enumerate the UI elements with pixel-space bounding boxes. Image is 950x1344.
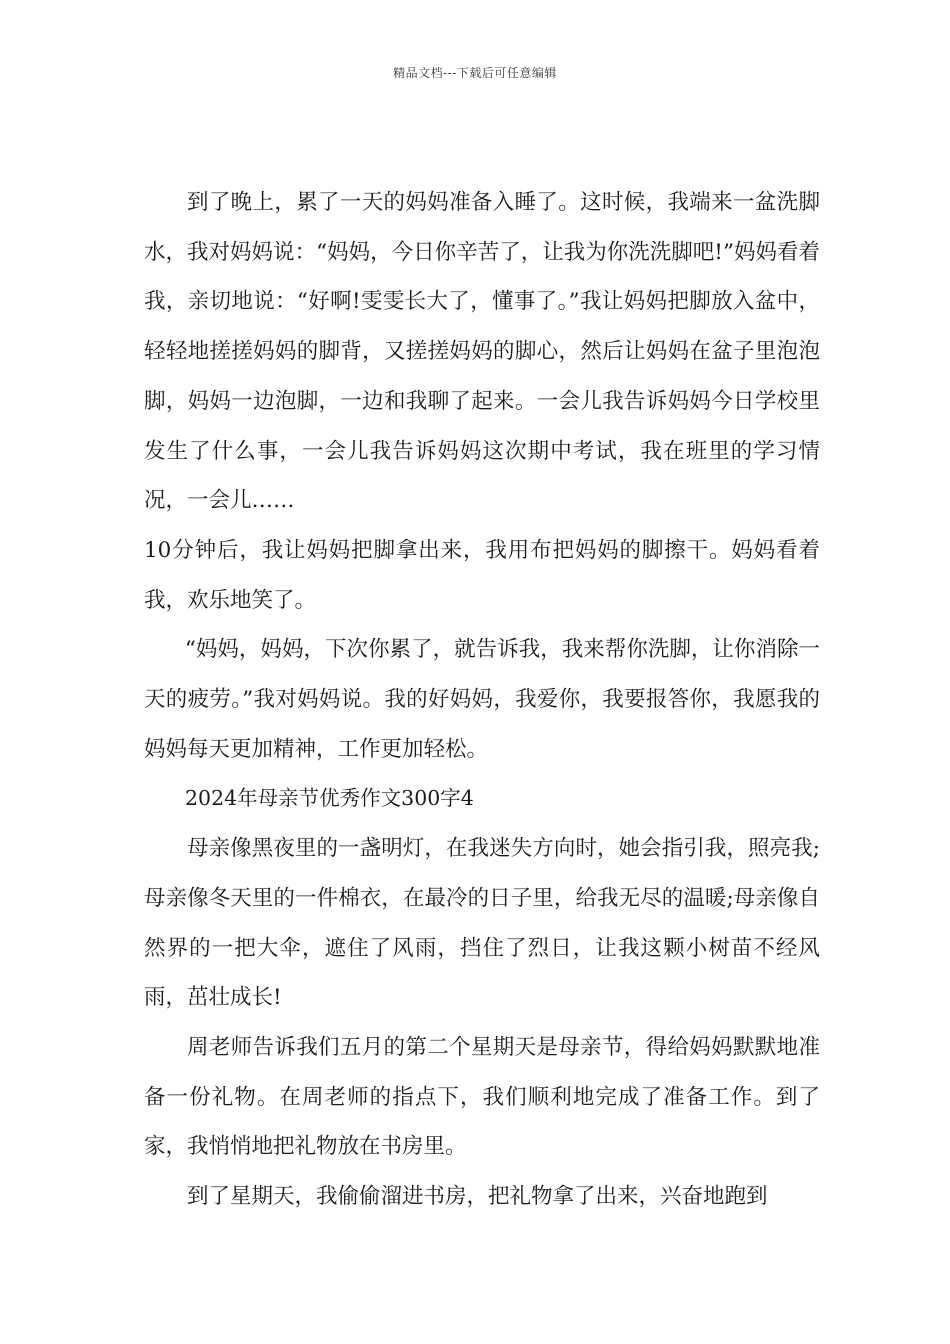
paragraph-ten-minutes: 10分钟后，我让妈妈把脚拿出来，我用布把妈妈的脚擦干。妈妈看着我，欢乐地笑了。 — [144, 537, 820, 613]
paragraph-teacher-gift: 周老师告诉我们五月的第二个星期天是母亲节，得给妈妈默默地准备一份礼物。在周老师的指点下，我们顺利地完成了准备工作。到了家，我悄悄地把礼物放在书房里。 — [144, 1034, 820, 1160]
paragraph-mother-metaphors: 母亲像黑夜里的一盏明灯，在我迷失方向时，她会指引我，照亮我;母亲像冬天里的一件棉衣，在最冷的日子里，给我无尽的温暖;母亲像自然界的一把大伞，遮住了风雨，挡住了烈日，让我这颗小树苗不经风雨，茁壮成长! — [144, 836, 820, 1011]
paragraph-footwash: 到了晚上，累了一天的妈妈准备入睡了。这时候，我端来一盆洗脚水，我对妈妈说：“妈妈，今日你辛苦了，让我为你洗洗脚吧!”妈妈看着我，亲切地说：“好啊!雯雯长大了，懂事了。”我让妈妈把脚放入盆中，轻轻地搓搓妈妈的脚背，又搓搓妈妈的脚心，然后让妈妈在盆子里泡泡脚，妈妈一边泡脚，一边和我聊了起来。一会儿我告诉妈妈今日学校里发生了什么事，一会儿我告诉妈妈这次期中考试，我在班里的学习情况，一会儿…… — [144, 190, 820, 514]
paragraph-sunday: 到了星期天，我偷偷溜进书房，把礼物拿了出来，兴奋地跑到 — [187, 1184, 768, 1210]
page-header: 精品文档---下载后可任意编辑 — [393, 66, 557, 80]
essay-title: 2024年母亲节优秀作文300字4 — [185, 786, 474, 811]
paragraph-promise: “妈妈，妈妈，下次你累了，就告诉我，我来帮你洗脚，让你消除一天的疲劳。”我对妈妈说。我的好妈妈，我爱你，我要报答你，我愿我的妈妈每天更加精神，工作更加轻松。 — [144, 637, 820, 762]
document-body — [144, 178, 820, 1222]
